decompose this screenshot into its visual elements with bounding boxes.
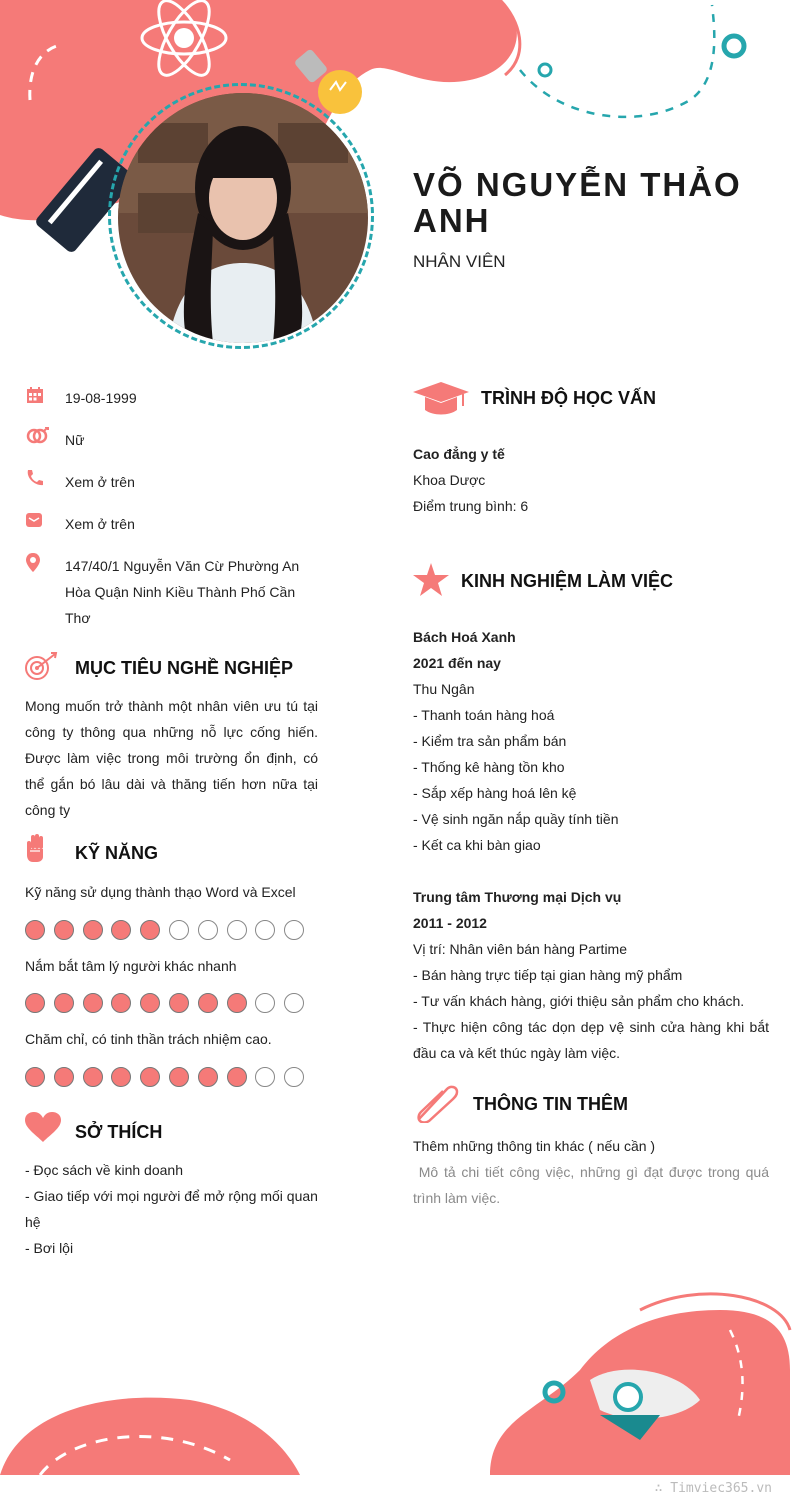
skill-3-rating [25,1067,304,1087]
contact-email [25,511,325,537]
skill-dot-filled [54,920,74,940]
skill-dot-empty [284,1067,304,1087]
site-watermark: ∴ Timviec365.vn [654,1481,772,1496]
job-task: - Bán hàng trực tiếp tại gian hàng mỹ phẩm [413,967,683,983]
skill-dot-empty [227,920,247,940]
job-task: - Vệ sinh ngăn nắp quầy tính tiền [413,811,619,827]
email-icon [25,511,55,534]
contact-info [25,385,325,647]
skill-dot-filled [227,1067,247,1087]
extra-line-2: Mô tả chi tiết công việc, những gì đạt được trong quá trình làm việc. [413,1164,773,1206]
skill-dot-filled [83,993,103,1013]
job-task: - Thống kê hàng tồn kho [413,759,565,775]
hobbies-list [25,1157,325,1261]
contact-birthday [25,385,325,411]
skill-dot-filled [227,993,247,1013]
skill-dot-empty [198,920,218,940]
skill-dot-filled [169,1067,189,1087]
skills-title: KỸ NĂNG [75,843,159,863]
job-position: NHÂN VIÊN [413,252,506,271]
skill-dot-filled [198,993,218,1013]
bottom-decoration [0,1270,800,1490]
skill-dot-filled [25,993,45,1013]
heart-icon [25,1112,61,1147]
skill-1-name: Kỹ năng sử dụng thành thạo Word và Excel [25,884,296,900]
phone-text: Xem ở trên [65,474,135,490]
avatar [118,93,368,343]
education-title: TRÌNH ĐỘ HỌC VẤN [481,388,656,408]
objective-title: MỤC TIÊU NGHỀ NGHIỆP [75,658,294,678]
major: Khoa Dược [413,472,486,488]
skill-dot-filled [25,1067,45,1087]
skill-dot-filled [140,993,160,1013]
job-company: Trung tâm Thương mại Dịch vụ [413,889,622,905]
birthday-text: 19-08-1999 [65,390,137,406]
job-2 [413,884,769,1066]
job-1 [413,624,618,858]
calendar-icon [25,385,55,410]
job-period: 2011 - 2012 [413,915,487,931]
skill-dot-empty [284,993,304,1013]
skill-3-name: Chăm chỉ, có tinh thần trách nhiệm cao. [25,1031,272,1047]
gender-icon [25,427,55,452]
graduation-cap-icon [413,380,469,421]
location-icon [25,553,55,578]
contact-gender [25,427,325,453]
job-company: Bách Hoá Xanh [413,629,516,645]
hobbies-title: SỞ THÍCH [75,1122,163,1142]
education-details [413,441,528,519]
skill-dot-filled [111,1067,131,1087]
target-icon [25,652,59,687]
skill-dot-filled [83,1067,103,1087]
skill-dot-filled [54,993,74,1013]
paperclip-icon [413,1083,459,1128]
gender-text: Nữ [65,432,85,448]
hobby-item: - Đọc sách về kinh doanh [25,1162,183,1178]
job-task: - Thực hiện công tác dọn dẹp vệ sinh cửa hàng khi bắt đầu ca và kết thúc ngày làm việc. [413,1019,769,1061]
contact-address [25,553,325,631]
job-task: - Tư vấn khách hàng, giới thiệu sản phẩm cho khách. [413,993,745,1009]
skill-2-name: Nắm bắt tâm lý người khác nhanh [25,958,237,974]
star-icon [413,563,449,602]
skill-dot-filled [140,1067,160,1087]
skill-dot-filled [111,920,131,940]
job-role: Thu Ngân [413,681,475,697]
job-task: - Thanh toán hàng hoá [413,707,555,723]
school-name: Cao đẳng y tế [413,446,505,462]
candidate-name: VÕ NGUYỄN THẢO ANH [413,166,742,239]
skill-dot-empty [255,993,275,1013]
skill-dot-empty [255,1067,275,1087]
phone-icon [25,469,55,492]
skill-dot-filled [83,920,103,940]
skill-dot-filled [54,1067,74,1087]
job-task: - Kết ca khi bàn giao [413,837,541,853]
objective-text: Mong muốn trở thành một nhân viên ưu tú tại công ty thông qua những nỗ lực cống hiến. Được làm việc trong môi trường ổn định, có thể gắn bó lâu dài và thăng tiến hơn nữa tại công ty [25,698,318,818]
skill-1-rating [25,920,304,940]
hand-icon [25,833,47,868]
skill-dot-filled [25,920,45,940]
gpa: Điểm trung bình: 6 [413,498,529,514]
skill-dot-filled [140,920,160,940]
job-task: - Kiểm tra sản phẩm bán [413,733,567,749]
skill-dot-filled [198,1067,218,1087]
job-role: Vị trí: Nhân viên bán hàng Partime [413,941,628,957]
experience-title: KINH NGHIỆM LÀM VIỆC [461,571,674,591]
extra-details [413,1133,773,1211]
extra-title: THÔNG TIN THÊM [473,1094,628,1114]
hobby-item: - Giao tiếp với mọi người để mở rộng mối quan hệ [25,1188,318,1230]
skill-dot-filled [111,993,131,1013]
job-period: 2021 đến nay [413,655,501,671]
contact-phone [25,469,325,495]
skill-dot-filled [169,993,189,1013]
job-task: - Sắp xếp hàng hoá lên kệ [413,785,577,801]
address-text: 147/40/1 Nguyễn Văn Cừ Phường An Hòa Quận Ninh Kiều Thành Phố Cần Thơ [65,558,300,626]
skill-2-rating [25,993,304,1013]
extra-line-1: Thêm những thông tin khác ( nếu cần ) [413,1138,656,1154]
email-text: Xem ở trên [65,516,135,532]
skill-dot-empty [255,920,275,940]
skill-dot-empty [284,920,304,940]
hobby-item: - Bơi lội [25,1240,74,1256]
skill-dot-empty [169,920,189,940]
